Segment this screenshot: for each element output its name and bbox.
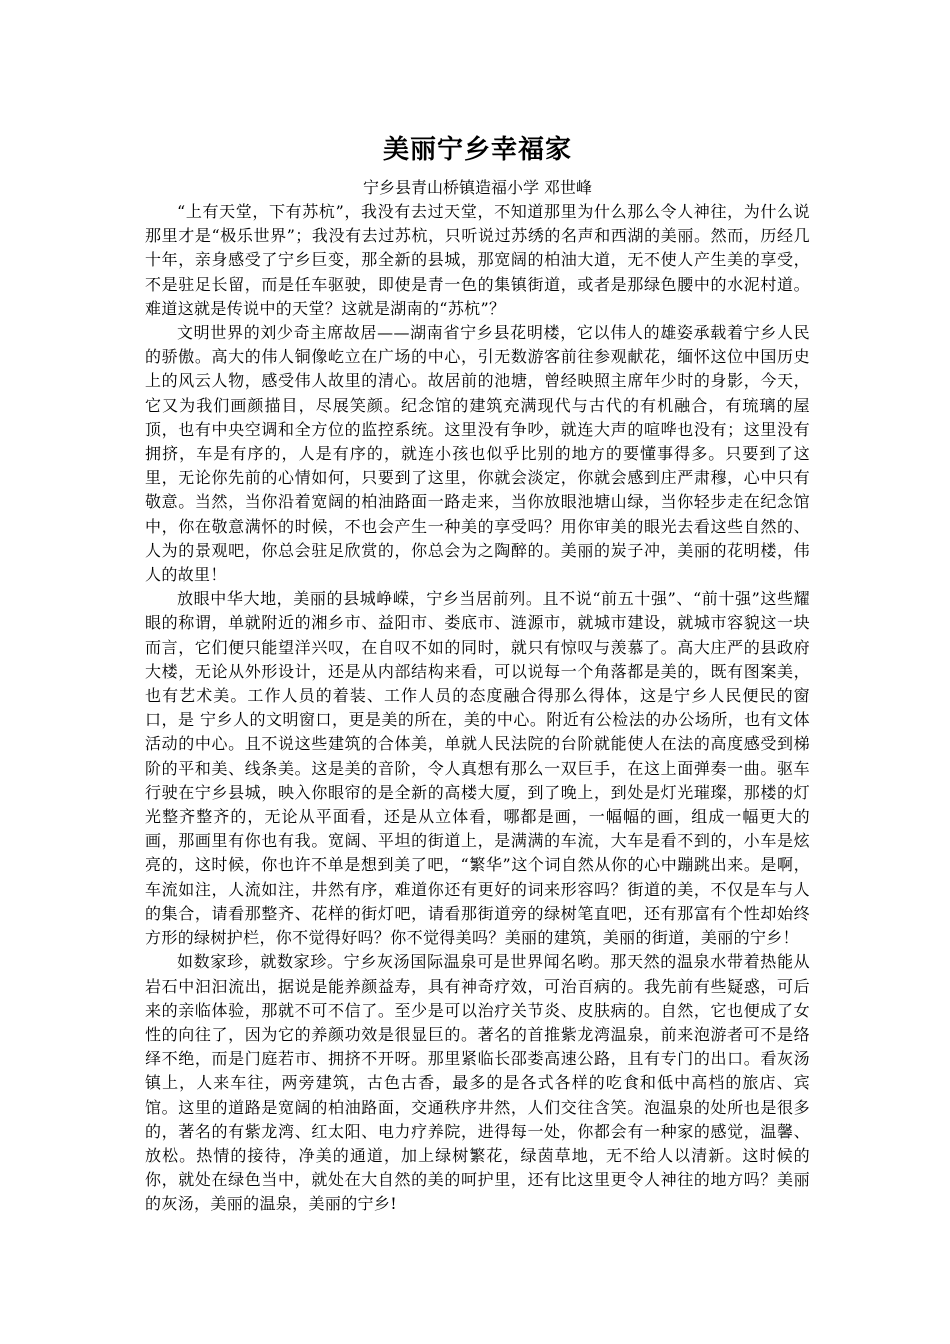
paragraph-1: “上有天堂，下有苏杭”，我没有去过天堂，不知道那里为什么那么令人神往，为什么说那里才是“极乐世界”；我没有去过苏杭，只听说过苏绣的名声和西湖的美丽。然而，历经几十年，亲身感受了宁乡巨变，那全新的县城，那宽阔的柏油大道，无不使人产生美的享受，不是驻足长留，而是任车驱驶，即使是青一色的集镇街道，或者是那绿色腰中的水泥村道。难道这就是传说中的天堂？这就是湖南的“苏杭”？ (145, 202, 810, 318)
document-title: 美丽宁乡幸福家 (382, 135, 572, 165)
document-author: 宁乡县青山桥镇造福小学 邓世峰 (362, 178, 593, 197)
paragraph-2: 文明世界的刘少奇主席故居——湖南省宁乡县花明楼，它以伟人的雄姿承载着宁乡人民的骄傲。高大的伟人铜像屹立在广场的中心，引无数游客前往参观献花，缅怀这位中国历史上的风云人物，感受伟人故里的清心。故居前的池塘，曾经映照主席年少时的身影，今天，它又为我们画颜描目，尽展笑颜。纪念馆的建筑充满现代与古代的有机融合，有琉璃的屋顶，也有中央空调和全方位的监控系统。这里没有争吵，就连大声的喧哗也没有；这里没有拥挤，车是有序的，人是有序的，就连小孩也似乎比别的地方的要懂事得多。只要到了这里，无论你先前的心情如何，只要到了这里，你就会淡定，你就会感到庄严肃穆，心中只有敬意。当然，当你沿着宽阔的柏油路面一路走来，当你放眼池塘山绿，当你轻步走在纪念馆中，你在敬意满怀的时候，不也会产生一种美的享受吗？用你审美的眼光去看这些自然的、人为的景观吧，你总会驻足欣赏的，你总会为之陶醉的。美丽的炭子冲，美丽的花明楼，伟人的故里！ (145, 323, 810, 585)
paragraph-3: 放眼中华大地，美丽的县城峥嵘，宁乡当居前列。且不说“前五十强”、“前十强”这些耀眼的称谓，单就附近的湘乡市、益阳市、娄底市、涟源市，就城市建设，就城市容貌这一块而言，它们便只能望洋兴叹，在自叹不如的同时，就只有惊叹与羡慕了。高大庄严的县政府大楼，无论从外形设计，还是从内部结构来看，可以说每一个角落都是美的，既有图案美，也有艺术美。工作人员的着装、工作人员的态度融合得那么得体，这是宁乡人民便民的窗口，是 宁乡人的文明窗口，更是美的所在，美的中心。附近有公检法的办公场所，也有文体活动的中心。且不说这些建筑的合体美，单就人民法院的台阶就能使人在法的高度感受到梯阶的平和美、线条美。这是美的音阶，令人真想有那么一双巨手，在这上面弹奏一曲。驱车行驶在宁乡县城，映入你眼帘的是全新的高楼大厦，到了晚上，到处是灯光璀璨，那楼的灯光整齐整齐的，无论从平面看，还是从立体看，哪都是画，一幅幅的画，组成一幅更大的画，那画里有你也有我。宽阔、平坦的街道上，是满满的车流，大车是看不到的，小车是炫亮的，这时候，你也许不单是想到美了吧，“繁华”这个词自然从你的心中蹦跳出来。是啊，车流如注，人流如注，井然有序，难道你还有更好的词来形容吗？街道的美，不仅是车与人的集合，请看那整齐、花样的街灯吧，请看那街道旁的绿树笔直吧，还有那富有个性却始终方形的绿树护栏，你不觉得好吗？你不觉得美吗？美丽的建筑，美丽的街道，美丽的宁乡！ (145, 589, 810, 948)
document-page (145, 130, 810, 1217)
paragraph-4: 如数家珍，就数家珍。宁乡灰汤国际温泉可是世界闻名哟。那天然的温泉水带着热能从岩石中汩汩流出，据说是能养颜益寿，具有神奇疗效，可治百病的。我先前有些疑惑，可后来的亲临体验，那就不可不信了。至少是可以治疗关节炎、皮肤病的。自然，它也便成了女性的向往了，因为它的养颜功效是很显巨的。著名的首推紫龙湾温泉，前来泡游者可不是络绎不绝，而是门庭若市、拥挤不开呀。那里紧临长邵娄高速公路，且有专门的出口。看灰汤镇上，人来车往，两旁建筑，古色古香，最多的是各式各样的吃食和低中高档的旅店、宾馆。这里的道路是宽阔的柏油路面，交通秩序井然，人们交往含笑。泡温泉的处所也是很多的，著名的有紫龙湾、红太阳、电力疗养院，进得每一处，你都会有一种家的感觉，温馨、放松。热情的接待，净美的通道，加上绿树繁花，绿茵草地，无不给人以清新。这时候的你，就处在绿色当中，就处在大自然的美的呵护里，还有比这里更令人神往的地方吗？美丽的灰汤，美丽的温泉，美丽的宁乡! (145, 952, 810, 1214)
